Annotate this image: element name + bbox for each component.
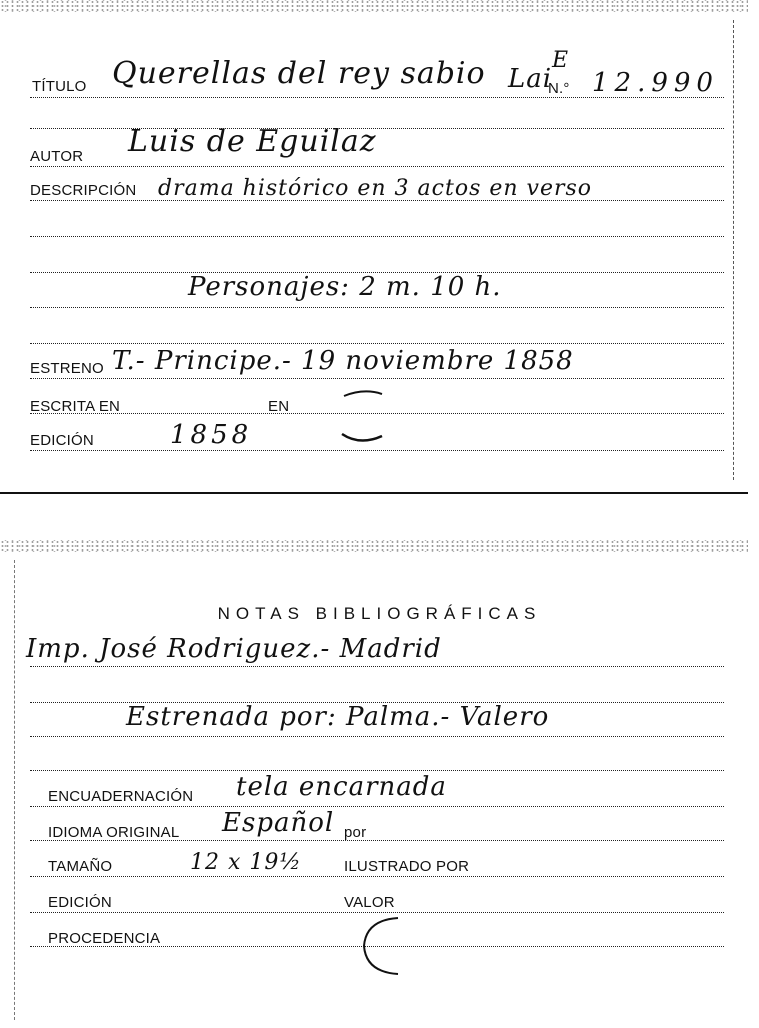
- valor-label: VALOR: [344, 894, 395, 911]
- encuadernacion-label: ENCUADERNACIÓN: [48, 788, 194, 805]
- rule-line: [30, 307, 724, 308]
- ink-mark: [336, 386, 396, 456]
- numero-value: 12.990: [592, 68, 719, 98]
- personajes-value: Personajes: 2 m. 10 h.: [188, 272, 502, 302]
- descripcion-value: drama histórico en 3 actos en verso: [158, 176, 593, 201]
- idioma-value: Español: [222, 808, 335, 838]
- card-edge-texture: [0, 0, 748, 12]
- edicion-label-bottom: EDICIÓN: [48, 894, 112, 911]
- autor-value: Luis de Eguilaz: [128, 124, 377, 159]
- rule-line: [30, 806, 724, 807]
- estreno-value: T.- Principe.- 19 noviembre 1858: [112, 346, 574, 376]
- notes-line-2: Estrenada por: Palma.- Valero: [126, 702, 550, 732]
- card-left-edge: [14, 560, 17, 1020]
- encuadernacion-value: tela encarnada: [236, 772, 447, 802]
- por-label: por: [344, 824, 367, 841]
- catalog-card-top: [0, 0, 748, 494]
- tamano-label: TAMAÑO: [48, 858, 113, 875]
- rule-line: [30, 166, 724, 167]
- numero-label: N.°: [548, 80, 570, 97]
- ink-circle-mark: [354, 910, 414, 982]
- idioma-label: IDIOMA ORIGINAL: [48, 824, 180, 841]
- rule-line: [30, 770, 724, 771]
- tamano-value: 12 x 19½: [190, 850, 302, 875]
- titulo-extra: Lai: [508, 64, 553, 94]
- escrita-en-label: ESCRITA EN: [30, 398, 121, 415]
- ilustrado-label: ILUSTRADO POR: [344, 858, 470, 875]
- titulo-label: TÍTULO: [32, 78, 87, 95]
- rule-line: [30, 666, 724, 667]
- numero-mark: E: [552, 48, 570, 73]
- en-label: EN: [268, 398, 290, 415]
- titulo-value: Querellas del rey sabio: [112, 56, 486, 91]
- edicion-label: EDICIÓN: [30, 432, 94, 449]
- edicion-value: 1858: [170, 420, 253, 450]
- rule-line: [30, 236, 724, 237]
- descripcion-label: DESCRIPCIÓN: [30, 182, 137, 199]
- rule-line: [30, 343, 724, 344]
- card-edge-texture: [0, 540, 748, 552]
- procedencia-label: PROCEDENCIA: [48, 930, 161, 947]
- estreno-label: ESTRENO: [30, 360, 104, 377]
- rule-line: [30, 378, 724, 379]
- notas-heading: NOTAS BIBLIOGRÁFICAS: [217, 604, 542, 623]
- rule-line: [30, 876, 724, 877]
- autor-label: AUTOR: [30, 148, 84, 165]
- card-right-edge: [731, 20, 734, 480]
- rule-line: [30, 736, 724, 737]
- notes-line-1: Imp. José Rodriguez.- Madrid: [26, 634, 442, 664]
